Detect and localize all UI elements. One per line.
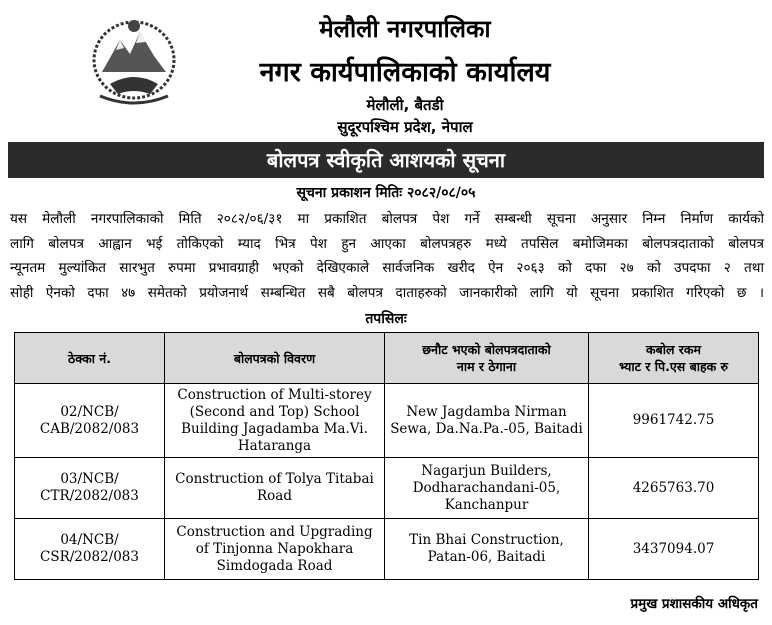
- header-amount-line1: कबोल रकम: [646, 342, 701, 357]
- table-header-row: [15, 333, 759, 384]
- header-description: बोलपत्रको विवरण: [165, 333, 385, 384]
- signatory: प्रमुख प्रशासकीय अधिकृत: [630, 596, 758, 612]
- contract-no-line1: 03/NCB/: [60, 471, 119, 487]
- address-line-1: मेलौली, बैतडी: [366, 96, 444, 114]
- contract-no-line2: CSR/2082/083: [40, 549, 139, 565]
- amount-cell: 3437094.07: [589, 519, 759, 580]
- contract-no-cell: [15, 519, 165, 580]
- publication-date: सूचना प्रकाशन मितिः २०८२/०८/०५: [296, 185, 476, 201]
- description-cell: Construction of Tolya Titabai Road: [165, 458, 385, 519]
- notice-banner: बोलपत्र स्वीकृति आशयको सूचना: [8, 142, 764, 178]
- notice-body-line: यस मेलौली नगरपालिकाको मिति २०८२/०६/३१ मा प्रकाशित बोलपत्र पेश गर्ने सम्बन्धी सूचना अनुसार निम्न निर्माण कार्यको: [10, 211, 764, 227]
- address-line-2: सुदूरपश्चिम प्रदेश, नेपाल: [337, 118, 473, 136]
- header-bidder-line1: छनौट भएको बोलपत्रदाताको: [422, 342, 551, 357]
- notice-body: [10, 207, 764, 305]
- table-row: [15, 384, 759, 458]
- header-bidder: [385, 333, 589, 384]
- contract-no-line2: CAB/2082/083: [39, 420, 140, 437]
- bid-acceptance-table: [14, 332, 759, 580]
- schedule-label: तपसिलः: [365, 311, 407, 327]
- bidder-cell: Nagarjun Builders, Dodharachandani-05, Kanchanpur: [385, 458, 589, 519]
- contract-no-cell: [15, 384, 165, 458]
- contract-no-line1: 04/NCB/: [60, 532, 119, 548]
- nepal-emblem-icon: [80, 10, 188, 106]
- amount-cell: 4265763.70: [589, 458, 759, 519]
- contract-no-line1: 02/NCB/: [60, 403, 119, 420]
- header-bidder-line2: नाम र ठेगाना: [456, 359, 517, 374]
- notice-body-line: सोही ऐनको दफा ४७ समेतको प्रयोजनार्थ सम्बन्धित सबै बोलपत्र दाताहरुको जानकारीको लागि यो सूचना प्रकाशित गरिएको छ ।: [10, 284, 764, 301]
- office-title: नगर कार्यपालिकाको कार्यालय: [259, 57, 551, 88]
- notice-body-line: न्यूनतम मुल्यांकित सारभुत रुपमा प्रभावग्राही भएको देखिएकाले सार्वजनिक खरीद ऐन २०६३ को दफा २७ को उपदफा २ तथा: [10, 260, 764, 276]
- office-name: मेलौली नगरपालिका: [319, 15, 491, 43]
- bidder-cell: New Jagdamba Nirman Sewa, Da.Na.Pa.-05, Baitadi: [385, 384, 589, 458]
- table-row: [15, 458, 759, 519]
- header-contract-no: ठेक्का नं.: [15, 333, 165, 384]
- header-amount: [589, 333, 759, 384]
- description-cell: Construction of Multi-storey (Second and Top) School Building Jagadamba Ma.Vi. Hataranga: [165, 384, 385, 458]
- amount-cell: 9961742.75: [589, 384, 759, 458]
- table-row: [15, 519, 759, 580]
- description-cell: Construction and Upgrading of Tinjonna Napokhara Simdogada Road: [165, 519, 385, 580]
- header-amount-line2: भ्याट र पि.एस बाहक रु: [618, 359, 729, 374]
- bidder-cell: Tin Bhai Construction, Patan-06, Baitadi: [385, 519, 589, 580]
- contract-no-line2: CTR/2082/083: [40, 488, 139, 504]
- contract-no-cell: [15, 458, 165, 519]
- notice-body-line: लागि बोलपत्र आह्वान भई तोकिएको म्याद भित्र पेश हुन आएका बोलपत्रहरु मध्ये तपसिल बमोजिमका बोलपत्रदाताको बोलपत्र: [10, 235, 764, 252]
